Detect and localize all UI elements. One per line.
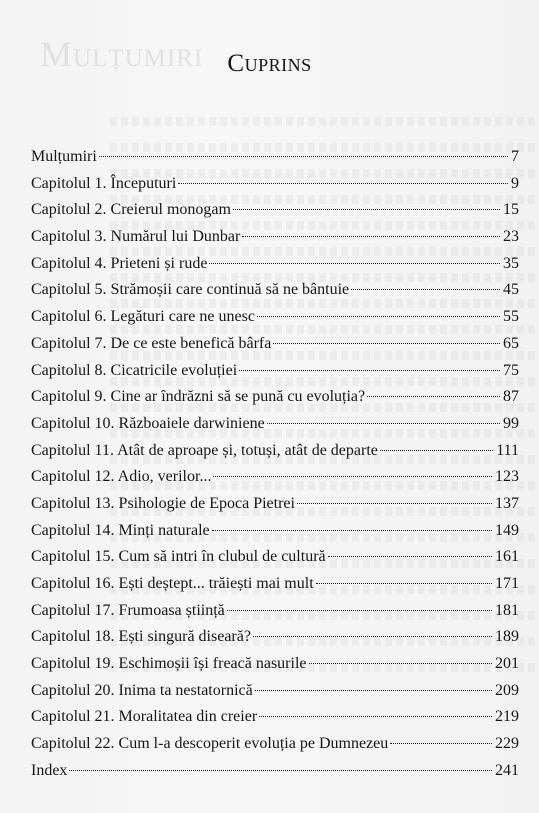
toc-entry[interactable] — [31, 467, 519, 494]
toc-entry-page: 137 — [495, 494, 519, 512]
toc-entry[interactable] — [31, 147, 519, 174]
toc-entry-label: Capitolul 18. Ești singură diseară? — [31, 628, 251, 646]
toc-entry-label: Capitolul 3. Numărul lui Dunbar — [31, 228, 241, 246]
toc-entry[interactable] — [31, 734, 519, 761]
page-title: Cuprins — [227, 50, 312, 77]
toc-entry-label: Capitolul 4. Prieteni și rude — [31, 254, 208, 272]
toc-entry-label: Index — [31, 761, 68, 779]
dot-leader — [267, 423, 500, 424]
toc-entry-label: Capitolul 14. Minți naturale — [31, 521, 210, 539]
toc-entry[interactable] — [31, 654, 519, 681]
toc-entry-page: 161 — [495, 548, 519, 566]
dot-leader — [380, 450, 493, 451]
toc-entry[interactable] — [31, 627, 519, 654]
dot-leader — [253, 636, 492, 637]
toc-entry-label: Capitolul 9. Cine ar îndrăzni să se pună cu evoluția? — [31, 388, 366, 406]
bleed-through-title: Mulțumiri — [40, 34, 204, 74]
toc-entry[interactable] — [31, 707, 519, 734]
toc-entry-label: Capitolul 5. Strămoșii care continuă să ne bântuie — [31, 281, 350, 299]
dot-leader — [212, 530, 492, 531]
toc-entry-label: Capitolul 17. Frumoasa știință — [31, 601, 225, 619]
toc-entry[interactable] — [31, 547, 519, 574]
toc-entry-label: Mulțumiri — [31, 148, 97, 165]
toc-entry-label: Capitolul 22. Cum l-a descoperit evoluția pe Dumnezeu — [31, 735, 389, 753]
dot-leader — [390, 743, 492, 744]
toc-entry[interactable] — [31, 494, 519, 521]
toc-entry[interactable] — [31, 174, 519, 201]
toc-entry[interactable] — [31, 441, 519, 468]
toc-entry-page: 65 — [503, 334, 519, 352]
toc-entry[interactable] — [31, 387, 519, 414]
toc-entry-label: Capitolul 16. Ești deștept... trăiești mai mult — [31, 575, 314, 592]
toc-entry-label: Capitolul 6. Legături care ne unesc — [31, 308, 255, 326]
toc-entry[interactable] — [31, 280, 519, 307]
toc-entry[interactable] — [31, 521, 519, 548]
toc-entry-label: Capitolul 20. Inima ta nestatornică — [31, 681, 253, 699]
toc-entry-page: 23 — [503, 228, 519, 246]
dot-leader — [227, 610, 492, 611]
toc-entry-page: 99 — [503, 414, 519, 432]
toc-entry[interactable] — [31, 334, 519, 361]
toc-entry[interactable] — [31, 361, 519, 388]
dot-leader — [99, 156, 508, 157]
toc-entry-page: 87 — [503, 388, 519, 406]
toc-entry-page: 7 — [511, 148, 519, 165]
toc-entry[interactable] — [31, 681, 519, 708]
toc-entry-label: Capitolul 10. Războaiele darwiniene — [31, 414, 265, 432]
toc-entry[interactable] — [31, 761, 519, 788]
toc-entry-label: Capitolul 8. Cicatricile evoluției — [31, 361, 238, 379]
toc-entry-page: 15 — [503, 201, 519, 219]
dot-leader — [209, 263, 500, 264]
toc-entry[interactable] — [31, 307, 519, 334]
dot-leader — [309, 663, 493, 664]
toc-entry-label: Capitolul 13. Psihologie de Epoca Pietrei — [31, 494, 295, 512]
dot-leader — [273, 343, 500, 344]
dot-leader — [255, 690, 492, 691]
dot-leader — [257, 316, 500, 317]
toc-entry-label: Capitolul 1. Începuturi — [31, 174, 177, 192]
bleed-through-line — [110, 108, 539, 134]
toc-entry[interactable] — [31, 227, 519, 254]
dot-leader — [239, 370, 500, 371]
toc-entry-page: 189 — [495, 628, 519, 646]
toc-entry[interactable] — [31, 601, 519, 628]
dot-leader — [297, 503, 492, 504]
toc-entry-label: Capitolul 7. De ce este benefică bârfa — [31, 334, 272, 352]
dot-leader — [351, 289, 500, 290]
toc-entry-label: Capitolul 11. Atât de aproape și, totuși, atât de departe — [31, 441, 378, 459]
toc-entry-page: 181 — [495, 601, 519, 619]
toc-entry-label: Capitolul 21. Moralitatea din creier — [31, 708, 258, 726]
toc-entry-page: 35 — [503, 254, 519, 272]
dot-leader — [259, 716, 492, 717]
toc-entry-label: Capitolul 2. Creierul monogam — [31, 201, 231, 219]
toc-entry-page: 171 — [495, 575, 519, 592]
toc-entry-page: 9 — [511, 174, 519, 192]
dot-leader — [69, 770, 492, 771]
toc-entry-page: 111 — [496, 441, 519, 459]
toc-entry-page: 55 — [503, 308, 519, 326]
toc-entry-label: Capitolul 12. Adio, verilor... — [31, 468, 212, 486]
dot-leader — [316, 583, 492, 584]
toc-entry-label: Capitolul 15. Cum să intri în clubul de cultură — [31, 548, 326, 566]
toc-entry-page: 123 — [495, 468, 519, 486]
toc-entry-page: 149 — [495, 521, 519, 539]
toc-entry[interactable] — [31, 414, 519, 441]
dot-leader — [328, 556, 492, 557]
toc-entry-page: 209 — [495, 681, 519, 699]
dot-leader — [242, 236, 500, 237]
toc-entry[interactable] — [31, 574, 519, 601]
toc-entry-page: 45 — [503, 281, 519, 299]
toc-entry-page: 219 — [495, 708, 519, 726]
toc-entry[interactable] — [31, 200, 519, 227]
dot-leader — [178, 183, 508, 184]
toc-entry-page: 75 — [503, 361, 519, 379]
toc-entry-page: 201 — [495, 655, 519, 673]
toc-entry[interactable] — [31, 254, 519, 281]
dot-leader — [213, 476, 492, 477]
table-of-contents — [31, 147, 519, 788]
toc-entry-page: 241 — [495, 761, 519, 779]
toc-entry-page: 229 — [495, 735, 519, 753]
toc-entry-label: Capitolul 19. Eschimoșii își freacă nasurile — [31, 655, 307, 673]
dot-leader — [367, 396, 500, 397]
dot-leader — [233, 209, 500, 210]
